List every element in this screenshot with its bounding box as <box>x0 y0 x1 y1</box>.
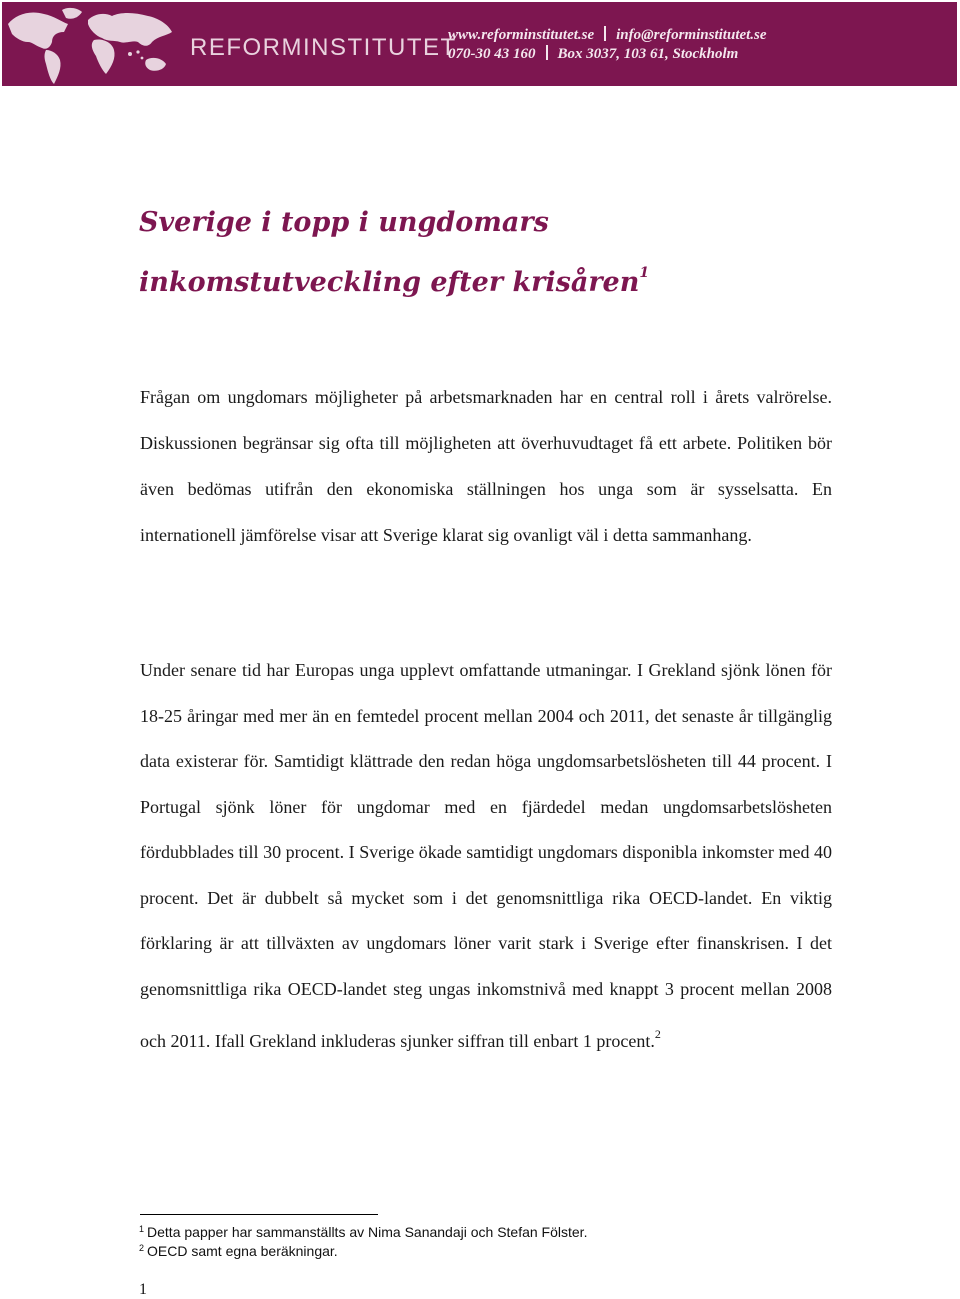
body-paragraph-2 <box>140 648 832 1065</box>
footnote-1 <box>139 1224 587 1240</box>
footnote-2 <box>139 1243 338 1259</box>
footnote-text: OECD samt egna beräkningar. <box>147 1243 338 1259</box>
phone-number: 070-30 43 160 <box>448 46 536 62</box>
document-title <box>139 198 649 308</box>
email-link[interactable]: info@reforminstitutet.se <box>616 27 767 43</box>
page-number: 1 <box>139 1281 147 1298</box>
footnote-divider <box>140 1214 378 1215</box>
divider <box>604 26 606 41</box>
brand-name: REFORMINSTITUTET <box>190 34 457 61</box>
divider <box>546 45 548 60</box>
footnote-ref-1: 1 <box>639 265 650 281</box>
footnote-number: 2 <box>139 1243 145 1253</box>
footnote-ref-2: 2 <box>654 1027 661 1041</box>
postal-address: Box 3037, 103 61, Stockholm <box>557 46 739 62</box>
title-line-1: Sverige i topp i ungdomars <box>139 207 549 238</box>
world-map-icon <box>2 2 182 86</box>
footnote-number: 1 <box>139 1224 145 1234</box>
paragraph-2-text: Under senare tid har Europas unga upplevt omfattande utmaningar. I Grekland sjönk lönen för 18-25 åringar med mer än en femtedel procent mellan 2004 och 2011, det senaste år tillgänglig data existerar för. Samtidigt klättrade den redan höga ungdomsarbetslösheten till 44 procent. I Portugal sjönk löner för ungdomar med en fjärdedel medan ungdomsarbetslösheten fördubblades till 30 procent. I Sverige ökade samtidigt ungdomars disponibla inkomster med 40 procent. Det är dubbelt så mycket som i det genomsnittliga rika OECD-landet. En viktig förklaring är att tillväxten av ungdomars löner varit stark i Sverige efter finanskrisen. I det genomsnittliga rika OECD-landet steg ungas inkomstnivå med knappt 3 procent mellan 2008 och 2011. Ifall Grekland inkluderas sjunker siffran till enbart 1 procent. <box>140 660 832 1051</box>
website-link[interactable]: www.reforminstitutet.se <box>448 27 595 43</box>
contact-line-web-email <box>448 26 767 44</box>
footnote-text: Detta papper har sammanställts av Nima Sanandaji och Stefan Fölster. <box>147 1224 588 1240</box>
body-paragraph-1: Frågan om ungdomars möjligheter på arbetsmarknaden har en central roll i årets valrörelse. Diskussionen begränsar sig ofta till möjligheten att överhuvudtaget få ett arbete. Politiken bör även bedömas utifrån den ekonomiska ställningen hos unga som är sysselsatta. En internationell jämförelse visar att Sverige klarat sig ovanligt väl i detta sammanhang. <box>140 387 832 545</box>
title-line-2: inkomstutveckling efter krisåren <box>139 267 640 298</box>
contact-line-phone-address <box>448 45 738 63</box>
page-header <box>2 2 957 86</box>
